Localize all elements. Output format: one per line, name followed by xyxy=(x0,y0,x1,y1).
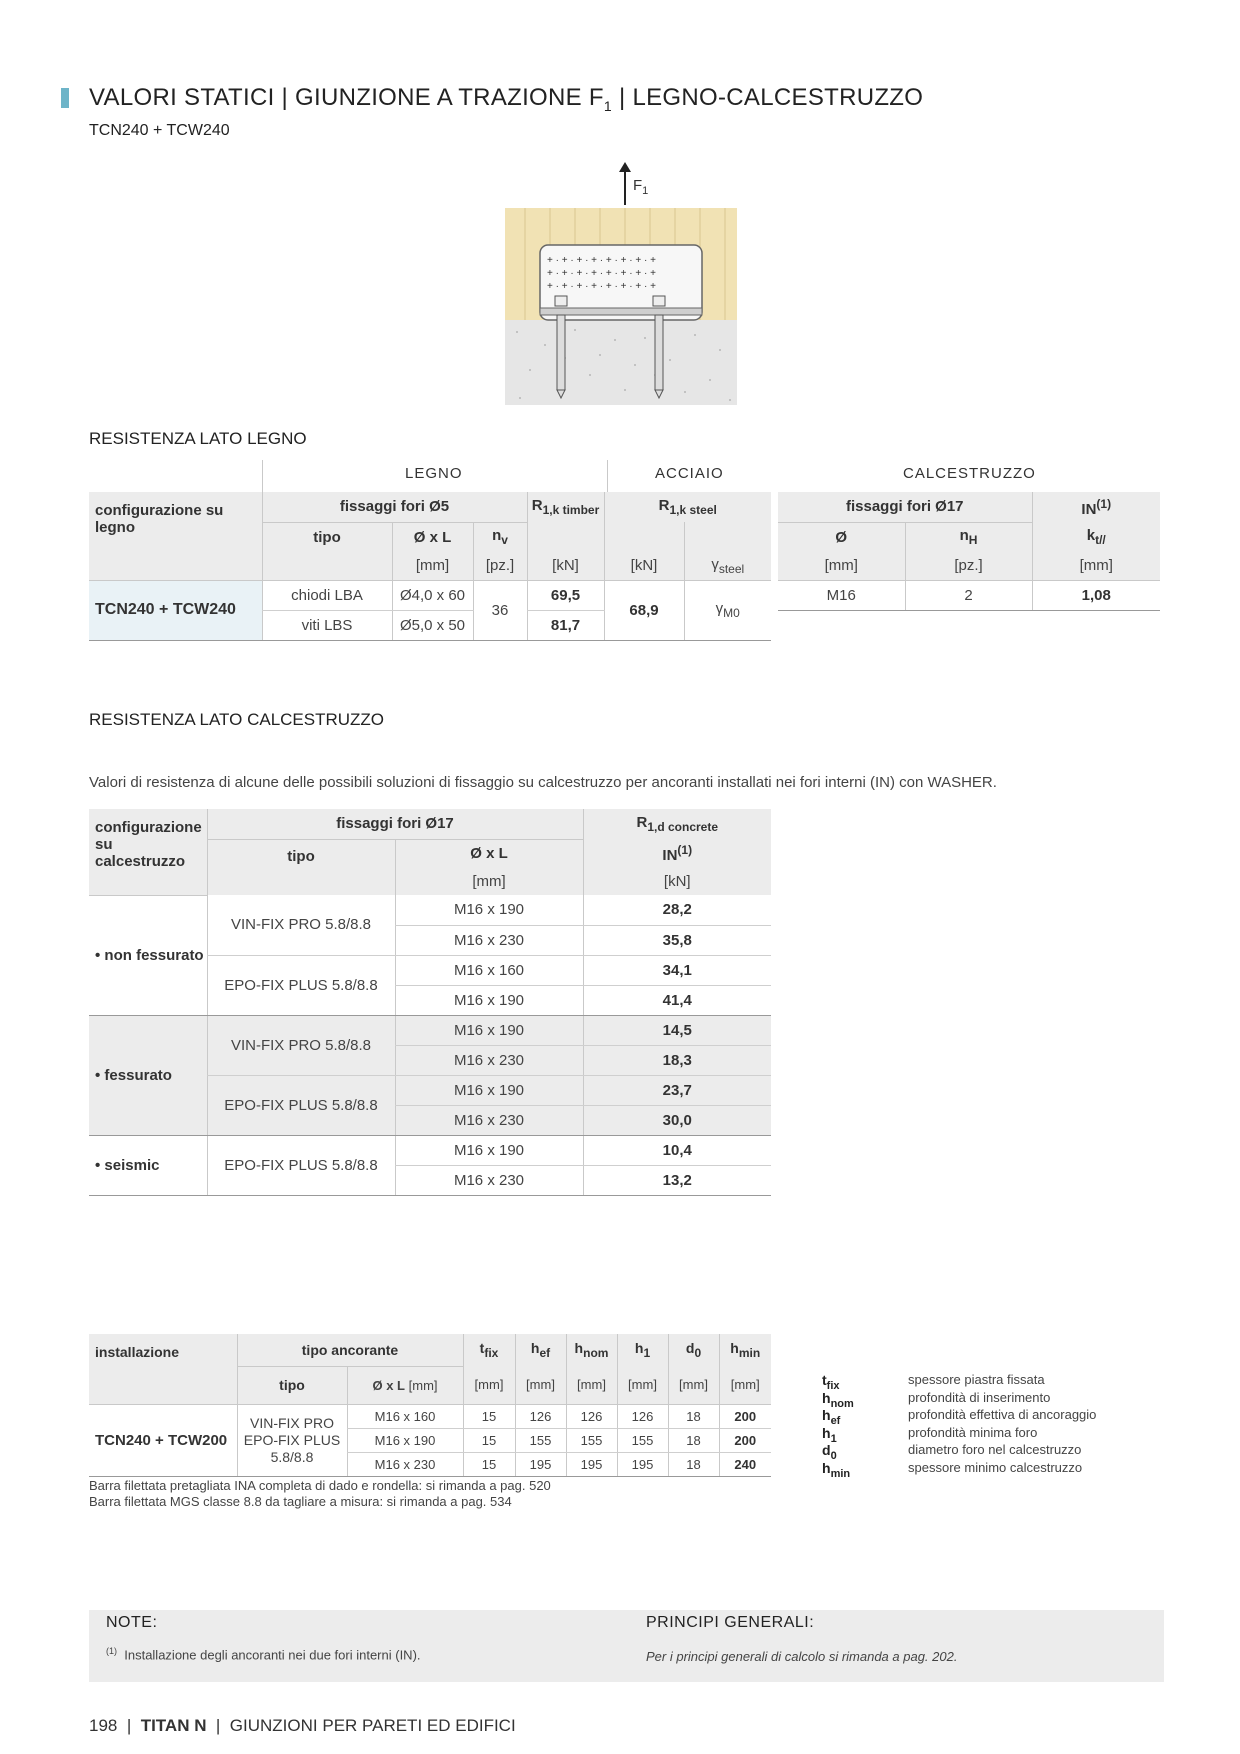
resistance-value-cell: 14,5 xyxy=(583,1015,771,1045)
col-o: Ø xyxy=(778,522,905,552)
cell-oxl: M16 x 230 xyxy=(347,1452,463,1476)
legend-symbol: $t_{fix}$ xyxy=(822,1372,840,1392)
legend-symbol: $h_{nom}$ xyxy=(822,1389,854,1410)
principi-heading: PRINCIPI GENERALI: xyxy=(646,1614,815,1631)
legend-symbol: $h_{ef}$ xyxy=(822,1407,841,1427)
col-nh: $n_H$ xyxy=(905,522,1032,552)
cell-h1: 126 xyxy=(617,1404,668,1428)
group-label-legno: LEGNO xyxy=(405,465,463,482)
r-timber-1: 69,5 xyxy=(527,580,604,610)
anchor-size-cell: M16 x 230 xyxy=(395,925,583,955)
cell-h1: 195 xyxy=(617,1452,668,1476)
concrete-side-table: fissaggi fori Ø17 IN$^{(1)}$ Ø $n_H$ $k_{t//}$ [mm] [pz.] [mm] M16 2 1,08 xyxy=(778,492,1160,611)
config-cell: TCN240 + TCW240 xyxy=(89,580,262,640)
gamma-steel-header: $\gamma_{steel}$ xyxy=(684,552,771,580)
fissaggi-header: fissaggi fori Ø5 xyxy=(262,492,527,522)
legend-text: profondità di inserimento xyxy=(908,1389,1051,1405)
row2-tipo: viti LBS xyxy=(262,610,392,640)
resistance-value-cell: 18,3 xyxy=(583,1045,771,1075)
cls-o-value: M16 xyxy=(778,580,905,610)
cell-tfix: 15 xyxy=(463,1404,515,1428)
concrete-table-body xyxy=(89,895,771,1195)
table-row xyxy=(89,1015,771,1045)
fissaggi-cls-header: fissaggi fori Ø17 xyxy=(778,492,1032,522)
anchor-size-cell: M16 x 160 xyxy=(395,955,583,985)
r-steel-value: 68,9 xyxy=(604,580,684,640)
resistance-value-cell: 28,2 xyxy=(583,895,771,925)
col-h1: $h_1$ xyxy=(617,1334,668,1366)
page-footer: 198 | TITAN N | GIUNZIONI PER PARETI ED EDIFICI xyxy=(89,1716,516,1735)
col-tfix: $t_{fix}$ xyxy=(463,1334,515,1366)
cell-oxl: M16 x 160 xyxy=(347,1404,463,1428)
r-timber-2: 81,7 xyxy=(527,610,604,640)
section-heading-calcestruzzo: RESISTENZA LATO CALCESTRUZZO xyxy=(89,710,385,729)
cell-hmin: 200 xyxy=(719,1404,771,1428)
crack-condition-cell: • non fessurato xyxy=(89,895,207,1015)
page-number: 198 xyxy=(89,1716,118,1735)
legend-item xyxy=(822,1372,1162,1390)
cell-tfix: 15 xyxy=(463,1452,515,1476)
anchor-type-cell: VIN-FIX PRO 5.8/8.8 xyxy=(207,895,395,955)
col-d0: $d_0$ xyxy=(668,1334,719,1366)
cell-hnom: 126 xyxy=(566,1404,617,1428)
svg-text:+ · + · + · + · + · + · + · +: + · + · + · + · + · + · + · + xyxy=(547,281,656,292)
legend-symbol: $h_{min}$ xyxy=(822,1459,851,1480)
title-accent-bar xyxy=(61,88,69,108)
col-hnom: $h_{nom}$ xyxy=(566,1334,617,1366)
col-hef: $h_{ef}$ xyxy=(515,1334,566,1366)
anchor-size-cell: M16 x 230 xyxy=(395,1045,583,1075)
legend-text: diametro foro nel calcestruzzo xyxy=(908,1442,1082,1457)
col-tipo: tipo xyxy=(207,839,395,895)
cell-hef: 126 xyxy=(515,1404,566,1428)
gamma-m0: $\gamma_{M0}$ xyxy=(684,580,771,640)
anchor-type-cell: VIN-FIX PRO EPO-FIX PLUS 5.8/8.8 xyxy=(237,1404,347,1476)
col-oxl: Ø x L xyxy=(395,839,583,867)
footer-brand: TITAN N xyxy=(140,1716,207,1735)
cell-hmin: 240 xyxy=(719,1452,771,1476)
config-cls-header: configurazione su calcestruzzo xyxy=(89,809,207,895)
legend-item xyxy=(822,1407,1162,1425)
legend-symbol: $h_1$ xyxy=(822,1424,837,1445)
resistance-value-cell: 30,0 xyxy=(583,1105,771,1135)
group-label-calcestruzzo: CALCESTRUZZO xyxy=(903,465,1036,482)
installation-table: installazione tipo ancorante $t_{fix}$ $h_{ef}$ $h_{nom}$ $h_1$ $d_0$ $h_{min}$ tipo Ø x L [mm] [mm] [mm] [mm] [mm] [mm] [mm] TCN240 + TCW200 VIN-FIX PRO EPO-FIX PLUS 5.8/8.8 M16 x 160 15 126 126 126 18 200 M16 x 190 15 155 155 155 18 200 M16 x 230 15 195 195 195 18 240 xyxy=(89,1334,771,1477)
footnote-mgs: Barra filettata MGS classe 8.8 da tagliare a misura: si rimanda a pag. 534 xyxy=(89,1494,512,1509)
concrete-resistance-table: configurazione su calcestruzzo fissaggi fori Ø17 $R_{1,d concrete}$ tipo Ø x L IN$^{(1)}$ [mm] [kN] • non fessurato VIN-FIX PRO 5.8/8.8 M16 x 190 28,2 M16 x 230 35,8 EPO-FIX PLUS 5.8/8.8 M16 x 160 34,1 M16 x 190 41,4 • fessurato VIN-FIX PRO 5.8/8.8 M16 x 190 14,5 M16 x 230 18,3 EPO-FIX PLUS 5.8/8.8 M16 x 190 23,7 M16 x 230 30,0 • seismic EPO-FIX PLUS 5.8/8.8 M16 x 190 10,4 M16 x 230 13,2 xyxy=(89,809,771,1196)
anchor-size-cell: M16 x 230 xyxy=(395,1105,583,1135)
cell-hmin: 200 xyxy=(719,1428,771,1452)
legend-item xyxy=(822,1425,1162,1443)
unit-pz: [pz.] xyxy=(473,552,527,580)
resistance-value-cell: 10,4 xyxy=(583,1135,771,1165)
svg-text:+ · + · + · + · + · + · + · +: + · + · + · + · + · + · + · + xyxy=(547,255,656,266)
crack-condition-cell: • fessurato xyxy=(89,1015,207,1135)
r-steel-header: $R_{1,k steel}$ xyxy=(604,492,771,522)
anchor-size-cell: M16 x 190 xyxy=(395,1015,583,1045)
cell-hnom: 155 xyxy=(566,1428,617,1452)
section-intro: Valori di resistenza di alcune delle possibili soluzioni di fissaggio su calcestruzzo per ancoranti installati nei fori interni (IN) con WASHER. xyxy=(89,774,997,791)
in-header: IN$^{(1)}$ xyxy=(583,839,771,867)
legend-text: spessore minimo calcestruzzo xyxy=(908,1459,1083,1475)
installation-table-body xyxy=(89,1404,771,1476)
anchor-size-cell: M16 x 190 xyxy=(395,985,583,1015)
table-row xyxy=(89,1404,771,1428)
cls-nh-value: 2 xyxy=(905,580,1032,610)
table-row xyxy=(89,895,771,925)
anchor-type-cell: EPO-FIX PLUS 5.8/8.8 xyxy=(207,1075,395,1135)
config-cell: TCN240 + TCW200 xyxy=(89,1404,237,1476)
legend-text: spessore piastra fissata xyxy=(908,1372,1045,1387)
page-title: VALORI STATICI | GIUNZIONE A TRAZIONE $F_1$ | LEGNO-CALCESTRUZZO xyxy=(89,84,924,114)
resistance-value-cell: 41,4 xyxy=(583,985,771,1015)
cell-hnom: 195 xyxy=(566,1452,617,1476)
svg-text:+ · + · + · + · + · + · + · +: + · + · + · + · + · + · + · + xyxy=(547,268,656,279)
timber-resistance-table xyxy=(89,492,771,641)
footer-section: GIUNZIONI PER PARETI ED EDIFICI xyxy=(229,1716,516,1735)
symbol-legend xyxy=(822,1372,1162,1480)
cell-hef: 155 xyxy=(515,1428,566,1452)
col-hmin: $h_{min}$ xyxy=(719,1334,771,1366)
principi-text: Per i principi generali di calcolo si rimanda a pag. 202. xyxy=(646,1649,958,1664)
cls-kt-value: 1,08 xyxy=(1032,580,1160,610)
col-tipo: tipo xyxy=(237,1366,347,1404)
col-nv: $n_v$ xyxy=(473,522,527,552)
cell-d0: 18 xyxy=(668,1428,719,1452)
anchor-type-cell: EPO-FIX PLUS 5.8/8.8 xyxy=(207,1135,395,1195)
anchor-size-cell: M16 x 190 xyxy=(395,895,583,925)
section-heading-legno: RESISTENZA LATO LEGNO xyxy=(89,429,307,448)
row1-tipo: chiodi LBA xyxy=(262,580,392,610)
anchor-size-cell: M16 x 190 xyxy=(395,1075,583,1105)
unit-kn-steel: [kN] xyxy=(604,552,684,580)
legend-text: profondità minima foro xyxy=(908,1424,1038,1440)
col-oxl: Ø x L xyxy=(392,522,473,552)
footnote-ina: Barra filettata pretagliata INA completa di dado e rondella: si rimanda a pag. 520 xyxy=(89,1478,551,1493)
nv-value: 36 xyxy=(473,580,527,640)
config-header: configurazione su legno xyxy=(89,492,262,580)
crack-condition-cell: • seismic xyxy=(89,1135,207,1195)
cell-d0: 18 xyxy=(668,1404,719,1428)
force-arrow-icon xyxy=(619,162,631,205)
notes-heading: NOTE: xyxy=(106,1614,158,1631)
fissaggi-header: fissaggi fori Ø17 xyxy=(207,809,583,839)
col-tipo: tipo xyxy=(262,522,392,552)
resistance-value-cell: 23,7 xyxy=(583,1075,771,1105)
legend-text: profondità effettiva di ancoraggio xyxy=(908,1407,1097,1422)
table-row xyxy=(89,1135,771,1165)
cell-hef: 195 xyxy=(515,1452,566,1476)
installazione-header: installazione xyxy=(89,1334,237,1404)
row2-oxl: Ø5,0 x 50 xyxy=(392,610,473,640)
r-timber-header: $R_{1,k timber}$ xyxy=(527,492,604,522)
cell-oxl: M16 x 190 xyxy=(347,1428,463,1452)
page-subtitle: TCN240 + TCW240 xyxy=(89,122,230,139)
connection-diagram xyxy=(505,160,745,405)
row1-oxl: Ø4,0 x 60 xyxy=(392,580,473,610)
group-label-acciaio: ACCIAIO xyxy=(655,465,724,482)
resistance-value-cell: 34,1 xyxy=(583,955,771,985)
legend-symbol: $d_0$ xyxy=(822,1442,837,1462)
legend-item xyxy=(822,1460,1162,1478)
legend-item xyxy=(822,1390,1162,1408)
anchor-size-cell: M16 x 230 xyxy=(395,1165,583,1195)
cell-d0: 18 xyxy=(668,1452,719,1476)
anchor-size-cell: M16 x 190 xyxy=(395,1135,583,1165)
legend-item xyxy=(822,1442,1162,1460)
col-kt: $k_{t//}$ xyxy=(1032,522,1160,552)
resistance-value-cell: 35,8 xyxy=(583,925,771,955)
resistance-value-cell: 13,2 xyxy=(583,1165,771,1195)
unit-kn-timber: [kN] xyxy=(527,552,604,580)
notes-text: $^{(1)}$ Installazione degli ancoranti nei due fori interni (IN). xyxy=(106,1646,421,1663)
r-concrete-header: $R_{1,d concrete}$ xyxy=(583,809,771,839)
tipo-ancorante-header: tipo ancorante xyxy=(237,1334,463,1366)
in-header: IN$^{(1)}$ xyxy=(1032,492,1160,522)
force-label: $F_1$ xyxy=(633,177,649,197)
cell-tfix: 15 xyxy=(463,1428,515,1452)
anchor-type-cell: EPO-FIX PLUS 5.8/8.8 xyxy=(207,955,395,1015)
cell-h1: 155 xyxy=(617,1428,668,1452)
unit-mm: [mm] xyxy=(392,552,473,580)
anchor-type-cell: VIN-FIX PRO 5.8/8.8 xyxy=(207,1015,395,1075)
